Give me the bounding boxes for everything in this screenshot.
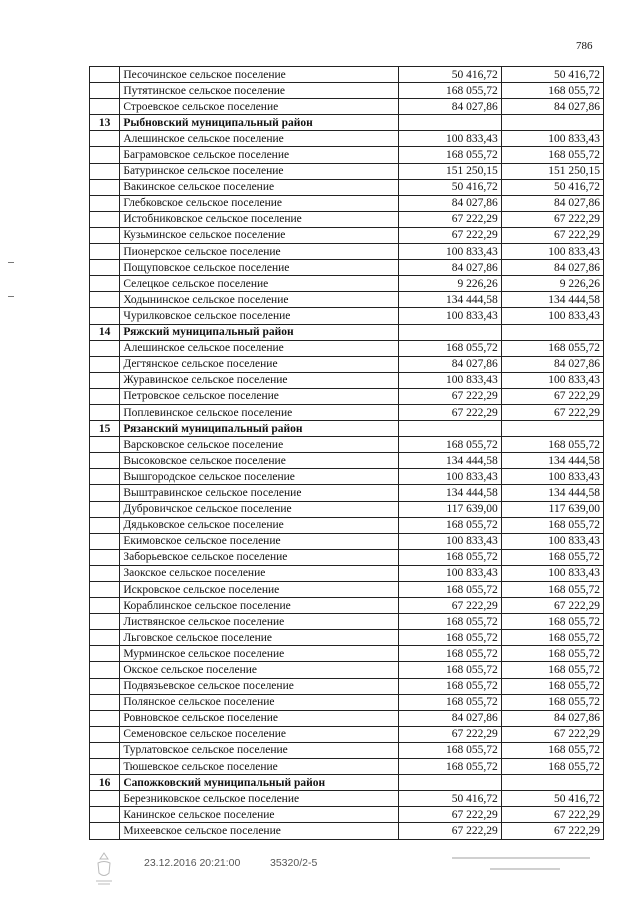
- row-number: [90, 99, 120, 115]
- amount-col-1: 168 055,72: [398, 549, 501, 565]
- settlement-row: [90, 99, 604, 115]
- settlement-row: [90, 646, 604, 662]
- row-number: [90, 582, 120, 598]
- row-number: [90, 308, 120, 324]
- amount-col-1: 50 416,72: [398, 791, 501, 807]
- settlement-row: [90, 356, 604, 372]
- row-number: [90, 244, 120, 260]
- settlement-row: [90, 694, 604, 710]
- amount-col-1: 84 027,86: [398, 356, 501, 372]
- amount-col-2: 168 055,72: [501, 147, 603, 163]
- amount-col-2: 151 250,15: [501, 163, 603, 179]
- amount-col-2: 168 055,72: [501, 694, 603, 710]
- amount-col-2: 50 416,72: [501, 791, 603, 807]
- amount-col-2: 84 027,86: [501, 99, 603, 115]
- amount-col-2: 67 222,29: [501, 823, 603, 839]
- amount-col-1: 9 226,26: [398, 276, 501, 292]
- row-number: [90, 356, 120, 372]
- row-number: [90, 694, 120, 710]
- row-number: [90, 163, 120, 179]
- settlement-name: Полянское сельское поселение: [120, 694, 398, 710]
- amount-col-2: [501, 115, 603, 131]
- amount-col-2: 168 055,72: [501, 614, 603, 630]
- row-number: [90, 598, 120, 614]
- settlement-row: [90, 823, 604, 839]
- row-number: [90, 549, 120, 565]
- amount-col-1: 151 250,15: [398, 163, 501, 179]
- settlement-row: [90, 533, 604, 549]
- row-number: [90, 678, 120, 694]
- amount-col-1: 100 833,43: [398, 308, 501, 324]
- settlement-name: Листвянское сельское поселение: [120, 614, 398, 630]
- row-number: [90, 276, 120, 292]
- settlement-row: [90, 404, 604, 420]
- amount-col-2: 67 222,29: [501, 726, 603, 742]
- amount-col-1: 168 055,72: [398, 694, 501, 710]
- settlement-row: [90, 469, 604, 485]
- amount-col-2: 168 055,72: [501, 437, 603, 453]
- row-number: [90, 533, 120, 549]
- amount-col-2: 168 055,72: [501, 83, 603, 99]
- row-number: [90, 260, 120, 276]
- amount-col-2: 168 055,72: [501, 340, 603, 356]
- settlement-row: [90, 678, 604, 694]
- row-number: [90, 131, 120, 147]
- amount-col-1: 168 055,72: [398, 678, 501, 694]
- amount-col-2: 168 055,72: [501, 549, 603, 565]
- amount-col-1: [398, 421, 501, 437]
- settlement-row: [90, 759, 604, 775]
- amount-col-2: 134 444,58: [501, 453, 603, 469]
- row-number: [90, 453, 120, 469]
- row-number: [90, 469, 120, 485]
- amount-col-1: 100 833,43: [398, 131, 501, 147]
- margin-mark: [8, 262, 14, 263]
- settlement-row: [90, 726, 604, 742]
- settlement-row: [90, 742, 604, 758]
- row-number: 14: [90, 324, 120, 340]
- settlement-row: [90, 292, 604, 308]
- settlement-row: [90, 244, 604, 260]
- settlement-name: Михеевское сельское поселение: [120, 823, 398, 839]
- settlement-row: [90, 485, 604, 501]
- amount-col-2: 67 222,29: [501, 211, 603, 227]
- settlement-name: Песочинское сельское поселение: [120, 67, 398, 83]
- settlement-name: Кузьминское сельское поселение: [120, 227, 398, 243]
- amount-col-1: 168 055,72: [398, 662, 501, 678]
- amount-col-2: 100 833,43: [501, 244, 603, 260]
- settlement-row: [90, 614, 604, 630]
- settlement-name: Льговское сельское поселение: [120, 630, 398, 646]
- amount-col-2: 100 833,43: [501, 372, 603, 388]
- coat-of-arms-stamp: [92, 851, 116, 887]
- amount-col-1: 84 027,86: [398, 260, 501, 276]
- faded-watermark: [450, 852, 600, 876]
- row-number: [90, 742, 120, 758]
- district-row: [90, 115, 604, 131]
- amount-col-1: 67 222,29: [398, 726, 501, 742]
- district-row: [90, 421, 604, 437]
- amount-col-2: [501, 421, 603, 437]
- amount-col-2: 168 055,72: [501, 662, 603, 678]
- settlement-name: Селецкое сельское поселение: [120, 276, 398, 292]
- amount-col-1: 168 055,72: [398, 614, 501, 630]
- settlement-name: Пионерское сельское поселение: [120, 244, 398, 260]
- amount-col-2: 84 027,86: [501, 260, 603, 276]
- row-number: [90, 67, 120, 83]
- settlement-name: Заокское сельское поселение: [120, 565, 398, 581]
- allocation-table: [89, 66, 604, 840]
- settlement-row: [90, 582, 604, 598]
- amount-col-1: 134 444,58: [398, 292, 501, 308]
- settlement-row: [90, 549, 604, 565]
- amount-col-2: 117 639,00: [501, 501, 603, 517]
- settlement-name: Ровновское сельское поселение: [120, 710, 398, 726]
- amount-col-2: 67 222,29: [501, 404, 603, 420]
- amount-col-1: 168 055,72: [398, 646, 501, 662]
- settlement-name: Пощуповское сельское поселение: [120, 260, 398, 276]
- amount-col-1: 168 055,72: [398, 437, 501, 453]
- amount-col-1: 168 055,72: [398, 582, 501, 598]
- row-number: [90, 807, 120, 823]
- row-number: [90, 211, 120, 227]
- settlement-row: [90, 211, 604, 227]
- settlement-row: [90, 598, 604, 614]
- settlement-name: Екимовское сельское поселение: [120, 533, 398, 549]
- row-number: [90, 404, 120, 420]
- amount-col-2: 84 027,86: [501, 356, 603, 372]
- amount-col-1: 84 027,86: [398, 195, 501, 211]
- row-number: [90, 179, 120, 195]
- amount-col-2: 168 055,72: [501, 630, 603, 646]
- settlement-row: [90, 195, 604, 211]
- row-number: [90, 710, 120, 726]
- settlement-name: Путятинское сельское поселение: [120, 83, 398, 99]
- settlement-row: [90, 340, 604, 356]
- row-number: [90, 630, 120, 646]
- settlement-row: [90, 83, 604, 99]
- row-number: [90, 292, 120, 308]
- amount-col-2: 168 055,72: [501, 646, 603, 662]
- amount-col-2: 100 833,43: [501, 308, 603, 324]
- amount-col-1: 67 222,29: [398, 404, 501, 420]
- amount-col-1: 67 222,29: [398, 211, 501, 227]
- amount-col-2: 168 055,72: [501, 517, 603, 533]
- amount-col-1: 100 833,43: [398, 244, 501, 260]
- amount-col-1: 168 055,72: [398, 630, 501, 646]
- amount-col-1: 168 055,72: [398, 147, 501, 163]
- settlement-row: [90, 67, 604, 83]
- footer-doc-code: 35320/2-5: [270, 857, 318, 869]
- row-number: [90, 565, 120, 581]
- amount-col-2: [501, 324, 603, 340]
- settlement-name: Мурминское сельское поселение: [120, 646, 398, 662]
- settlement-row: [90, 565, 604, 581]
- settlement-row: [90, 147, 604, 163]
- settlement-row: [90, 388, 604, 404]
- amount-col-2: [501, 775, 603, 791]
- amount-col-2: 67 222,29: [501, 598, 603, 614]
- amount-col-2: 168 055,72: [501, 759, 603, 775]
- amount-col-1: 117 639,00: [398, 501, 501, 517]
- settlement-name: Сапожковский муниципальный район: [120, 775, 398, 791]
- settlement-row: [90, 437, 604, 453]
- row-number: 13: [90, 115, 120, 131]
- amount-col-1: [398, 775, 501, 791]
- settlement-name: Окское сельское поселение: [120, 662, 398, 678]
- row-number: [90, 662, 120, 678]
- row-number: [90, 227, 120, 243]
- row-number: [90, 388, 120, 404]
- settlement-row: [90, 710, 604, 726]
- amount-col-2: 100 833,43: [501, 469, 603, 485]
- settlement-name: Алешинское сельское поселение: [120, 131, 398, 147]
- amount-col-2: 50 416,72: [501, 179, 603, 195]
- settlement-name: Тюшевское сельское поселение: [120, 759, 398, 775]
- settlement-name: Дубровичское сельское поселение: [120, 501, 398, 517]
- settlement-name: Вакинское сельское поселение: [120, 179, 398, 195]
- row-number: [90, 646, 120, 662]
- amount-col-2: 134 444,58: [501, 485, 603, 501]
- amount-col-1: 50 416,72: [398, 179, 501, 195]
- amount-col-1: 67 222,29: [398, 227, 501, 243]
- row-number: [90, 614, 120, 630]
- margin-mark: [8, 296, 14, 297]
- settlement-name: Петровское сельское поселение: [120, 388, 398, 404]
- settlement-row: [90, 807, 604, 823]
- settlement-name: Рыбновский муниципальный район: [120, 115, 398, 131]
- row-number: [90, 823, 120, 839]
- amount-col-1: 50 416,72: [398, 67, 501, 83]
- settlement-row: [90, 517, 604, 533]
- settlement-name: Подвязьевское сельское поселение: [120, 678, 398, 694]
- amount-col-2: 84 027,86: [501, 710, 603, 726]
- settlement-name: Искровское сельское поселение: [120, 582, 398, 598]
- amount-col-1: 84 027,86: [398, 710, 501, 726]
- page-number: 786: [576, 40, 593, 52]
- settlement-row: [90, 131, 604, 147]
- settlement-row: [90, 163, 604, 179]
- amount-col-1: 67 222,29: [398, 388, 501, 404]
- amount-col-2: 100 833,43: [501, 533, 603, 549]
- row-number: [90, 195, 120, 211]
- settlement-name: Рязанский муниципальный район: [120, 421, 398, 437]
- amount-col-1: 168 055,72: [398, 517, 501, 533]
- district-row: [90, 775, 604, 791]
- row-number: [90, 759, 120, 775]
- settlement-name: Дегтянское сельское поселение: [120, 356, 398, 372]
- amount-col-1: 168 055,72: [398, 83, 501, 99]
- amount-col-2: 67 222,29: [501, 227, 603, 243]
- row-number: [90, 501, 120, 517]
- amount-col-2: 168 055,72: [501, 582, 603, 598]
- settlement-row: [90, 662, 604, 678]
- settlement-row: [90, 372, 604, 388]
- district-row: [90, 324, 604, 340]
- settlement-name: Кораблинское сельское поселение: [120, 598, 398, 614]
- row-number: [90, 517, 120, 533]
- amount-col-1: 67 222,29: [398, 598, 501, 614]
- settlement-row: [90, 227, 604, 243]
- settlement-name: Канинское сельское поселение: [120, 807, 398, 823]
- amount-col-1: 168 055,72: [398, 340, 501, 356]
- settlement-row: [90, 791, 604, 807]
- footer-datetime: 23.12.2016 20:21:00: [144, 857, 241, 869]
- settlement-name: Дядьковское сельское поселение: [120, 517, 398, 533]
- settlement-name: Семеновское сельское поселение: [120, 726, 398, 742]
- amount-col-2: 50 416,72: [501, 67, 603, 83]
- settlement-name: Высоковское сельское поселение: [120, 453, 398, 469]
- settlement-row: [90, 453, 604, 469]
- amount-col-2: 9 226,26: [501, 276, 603, 292]
- amount-col-2: 67 222,29: [501, 807, 603, 823]
- amount-col-2: 168 055,72: [501, 742, 603, 758]
- amount-col-2: 100 833,43: [501, 131, 603, 147]
- settlement-name: Глебковское сельское поселение: [120, 195, 398, 211]
- settlement-name: Батуринское сельское поселение: [120, 163, 398, 179]
- row-number: [90, 147, 120, 163]
- amount-col-1: 67 222,29: [398, 807, 501, 823]
- amount-col-2: 168 055,72: [501, 678, 603, 694]
- row-number: [90, 726, 120, 742]
- row-number: 15: [90, 421, 120, 437]
- settlement-name: Чурилковское сельское поселение: [120, 308, 398, 324]
- amount-col-1: 100 833,43: [398, 372, 501, 388]
- amount-col-1: 168 055,72: [398, 759, 501, 775]
- settlement-name: Строевское сельское поселение: [120, 99, 398, 115]
- amount-col-1: 134 444,58: [398, 485, 501, 501]
- settlement-name: Алешинское сельское поселение: [120, 340, 398, 356]
- amount-col-1: 100 833,43: [398, 469, 501, 485]
- amount-col-1: 67 222,29: [398, 823, 501, 839]
- settlement-name: Турлатовское сельское поселение: [120, 742, 398, 758]
- amount-col-1: 168 055,72: [398, 742, 501, 758]
- amount-col-2: 134 444,58: [501, 292, 603, 308]
- amount-col-2: 84 027,86: [501, 195, 603, 211]
- row-number: [90, 372, 120, 388]
- amount-col-1: [398, 115, 501, 131]
- row-number: [90, 791, 120, 807]
- settlement-name: Истобниковское сельское поселение: [120, 211, 398, 227]
- settlement-name: Вышгородское сельское поселение: [120, 469, 398, 485]
- settlement-name: Поплевинское сельское поселение: [120, 404, 398, 420]
- amount-col-2: 67 222,29: [501, 388, 603, 404]
- settlement-name: Журавинское сельское поселение: [120, 372, 398, 388]
- settlement-row: [90, 260, 604, 276]
- amount-col-1: 134 444,58: [398, 453, 501, 469]
- settlement-name: Баграмовское сельское поселение: [120, 147, 398, 163]
- settlement-name: Ряжский муниципальный район: [120, 324, 398, 340]
- row-number: [90, 340, 120, 356]
- settlement-row: [90, 630, 604, 646]
- settlement-name: Березниковское сельское поселение: [120, 791, 398, 807]
- amount-col-1: 84 027,86: [398, 99, 501, 115]
- settlement-name: Варсковское сельское поселение: [120, 437, 398, 453]
- settlement-row: [90, 276, 604, 292]
- amount-col-1: 100 833,43: [398, 565, 501, 581]
- row-number: 16: [90, 775, 120, 791]
- settlement-name: Заборьевское сельское поселение: [120, 549, 398, 565]
- row-number: [90, 437, 120, 453]
- settlement-name: Ходынинское сельское поселение: [120, 292, 398, 308]
- amount-col-1: [398, 324, 501, 340]
- settlement-row: [90, 179, 604, 195]
- settlement-row: [90, 308, 604, 324]
- settlement-name: Выштравинское сельское поселение: [120, 485, 398, 501]
- settlement-row: [90, 501, 604, 517]
- amount-col-2: 100 833,43: [501, 565, 603, 581]
- amount-col-1: 100 833,43: [398, 533, 501, 549]
- table-body: [90, 67, 604, 840]
- row-number: [90, 485, 120, 501]
- row-number: [90, 83, 120, 99]
